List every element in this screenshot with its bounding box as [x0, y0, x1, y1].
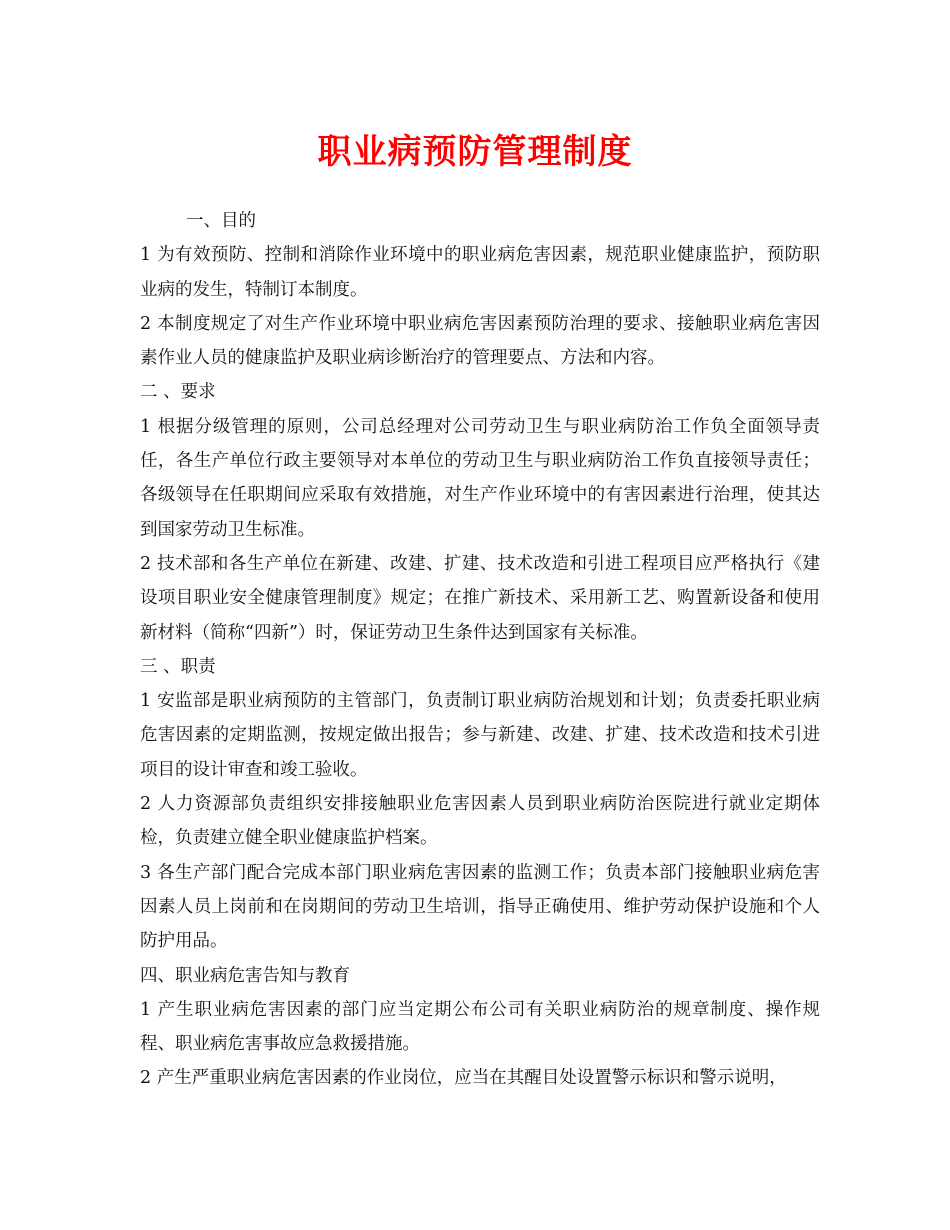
section-heading-notification: 四、职业病危害告知与教育	[140, 965, 350, 986]
section-heading-requirements: 二 、要求	[140, 382, 216, 403]
document-title: 职业病预防管理制度	[317, 132, 633, 172]
section-heading-duties: 三 、职责	[140, 656, 216, 677]
paragraph: 1 产生职业病危害因素的部门应当定期公布公司有关职业病防治的规章制度、操作规程、职业病危害事故应急救援措施。	[140, 999, 820, 1055]
paragraph: 1 安监部是职业病预防的主管部门，负责制订职业病防治规划和计划；负责委托职业病危害因素的定期监测，按规定做出报告；参与新建、改建、扩建、技术改造和技术引进项目的设计审查和竣工验收。	[140, 691, 820, 780]
document-body	[140, 204, 820, 1096]
paragraph: 2 人力资源部负责组织安排接触职业危害因素人员到职业病防治医院进行就业定期体检，负责建立健全职业健康监护档案。	[140, 794, 820, 849]
paragraph: 3 各生产部门配合完成本部门职业病危害因素的监测工作；负责本部门接触职业病危害因素人员上岗前和在岗期间的劳动卫生培训，指导正确使用、维护劳动保护设施和个人防护用品。	[140, 862, 820, 952]
paragraph: 2 产生严重职业病危害因素的作业岗位，应当在其醒目处设置警示标识和警示说明，	[140, 1068, 787, 1089]
section-heading-purpose: 一、目的	[186, 211, 256, 231]
paragraph: 1 为有效预防、控制和消除作业环境中的职业病危害因素，规范职业健康监护，预防职业病的发生，特制订本制度。	[140, 245, 820, 300]
paragraph: 2 技术部和各生产单位在新建、改建、扩建、技术改造和引进工程项目应严格执行《建设项目职业安全健康管理制度》规定；在推广新技术、采用新工艺、购置新设备和使用新材料（简称“四新”）时，保证劳动卫生条件达到国家有关标准。	[140, 553, 820, 643]
paragraph: 2 本制度规定了对生产作业环境中职业病危害因素预防治理的要求、接触职业病危害因素作业人员的健康监护及职业病诊断治疗的管理要点、方法和内容。	[140, 313, 820, 369]
paragraph: 1 根据分级管理的原则，公司总经理对公司劳动卫生与职业病防治工作负全面领导责任，各生产单位行政主要领导对本单位的劳动卫生与职业病防治工作负直接领导责任；各级领导在任职期间应采取有效措施，对生产作业环境中的有害因素进行治理，使其达到国家劳动卫生标准。	[140, 416, 820, 540]
